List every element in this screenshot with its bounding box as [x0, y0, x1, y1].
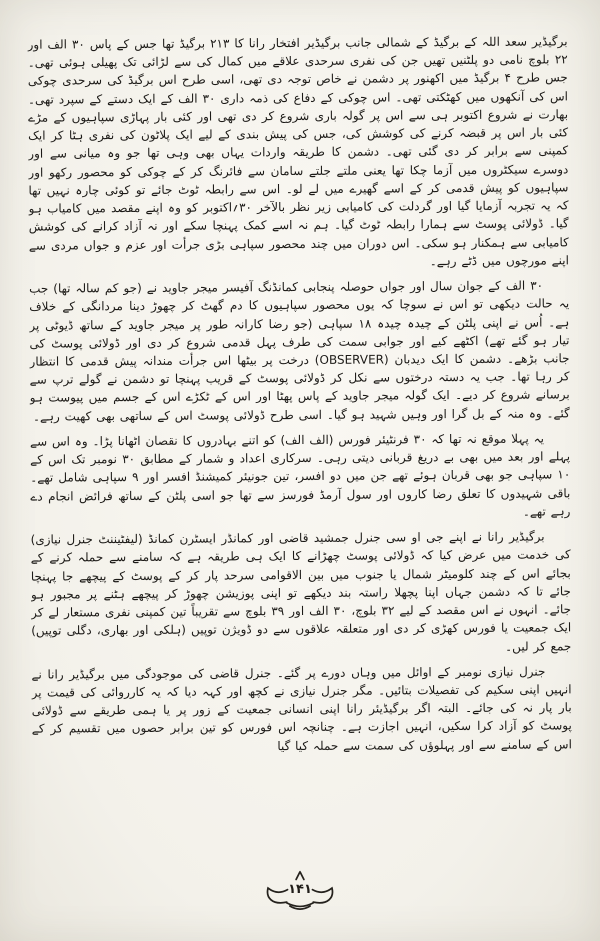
body-text	[28, 32, 573, 841]
paragraph: یہ پہلا موقع نہ تھا کہ ۳۰ فرنٹیئر فورس (الف الف) کو اتنے بہادروں کا نقصان اٹھانا پڑا۔ وہ اس سے پہلے اور بعد میں بھی بے دریغ قربانی دیتی رہی۔ سرکاری اعداد و شمار کے مطابق ۳۰ نومبر تک اس کے ۱۰ سپاہی جو بھی قربان ہوئے تھے جن میں دو افسر، تین جونیئر کمیشنڈ افسر اور ۹ سپاہی شامل تھے۔ باقی شہیدوں کا تعلق رضا کاروں اور سول آرمڈ فورسز سے تھا جو اسی پلٹن کے ساتھ فرائض انجام دے رہے تھے۔	[29, 431, 571, 519]
paragraph: ۳۰ الف کے جوان سال اور جواں حوصلہ پنجابی کمانڈنگ آفیسر میجر جاوید نے (جو کم سالہ تھا) جب یہ حالت دیکھی تو اس نے سوچا کہ یوں محصور سپاہیوں کا دم گھٹ کر چھوڑ دینا مردانگی کے خلاف ہے۔ اُس نے اپنی پلٹن کے چیدہ چیدہ ۱۸ سپاہی (جو رضا کارانہ طور پر میجر جاوید کے ساتھ ڈیوٹی پر تیار ہو گئے تھے) اکٹھے کیے اور جوابی سمت کی طرف پہل قدمی شروع کر دی اور ڈولائی پوسٹ کی جانب بڑھے۔ دشمن کا ایک دیدبان (OBSERVER) درخت پر بیٹھا اس جرأت مندانہ پیش قدمی کا انتظار کر رہا تھا۔ جب یہ دستہ درختوں سے نکل کر ڈولائی پوسٹ کے قریب پہنچا تو دشمن نے گولے ترپ سے برسانے شروع کر دیے۔ ایک گولہ میجر جاوید کے پاس پھٹا اور اس کے ٹکڑے اس کے جسم میں پیوست ہو گئے۔ وہ منہ کے بل گرا اور وہیں شہید ہو گیا۔ اسی طرح ڈولائی پوسٹ اس کے ساتھی بھی کھیت رہے۔	[29, 278, 570, 424]
page-number: ۱۴۱	[288, 882, 312, 897]
paragraph: برگیڈیر سعد اللہ کے برگیڈ کے شمالی جانب برگیڈیر افتخار رانا کا ۲۱۳ برگیڈ تھا جس کے پاس ۳۰ الف اور ۲۲ بلوچ نامی دو پلٹنیں تھیں جن کی نفری سرحدی علاقے میں کمال کی سے لڑائی تک پھیلی ہوئی تھی۔ جس طرح ۴ برگیڈ میں اکھنور پر دشمن نے خاص توجہ دی تھی، اسی طرح اس برگیڈ کی سرحدی چوکی اس کی آنکھوں میں کھٹکتی تھی۔ اس چوکی کے دفاع کی ذمہ داری ۳۰ الف کے ایک دستے کے سپرد تھی۔ بھارت نے شروع اکتوبر ہی سے اس پر گولہ باری شروع کر دی تھی اور کئی بار پہاڑی سپاہیوں کے مڑے کئی بار اس پر قبضہ کرنے کی کوشش کی، جس کی پیش بندی کے لیے ایک پلاٹون کی نفری ہٹا کر ایک کمپنی سے برابر کر دی گئی تھی۔ دشمن کا طریقہ واردات یہاں بھی وہی تھا جو وہ میانی سے اور دوسرے سیکٹروں میں آزما چکا تھا یعنی ملتے جلتے سامان سے فائرنگ کر کے چوکی کو محصور رکھو اور سپاہیوں کو پیش قدمی کر کے اسے گھیرے میں لے لو۔ اس سے رابطہ ٹوٹ جائے تو کوئی چارہ نہیں تھا کہ یہ تجربہ آزمایا گیا اور گردلت کی کامیابی زیر نظر بالآخر ۳۰؍اکتوبر کو وہ اپنے مقصد میں کامیاب ہو گیا۔ ڈولائی پوسٹ سے ہمارا رابطہ ٹوٹ گیا۔ ہم نہ اسے کمک پہنچا سکے اور نہ آزاد کرانے کی کوشش کامیابی سے ہمکنار ہو سکی۔ اس دوران میں چند محصور سپاہی بڑی جرأت اور عزم و جواں مردی سے اپنے مورچوں میں ڈٹے رہے۔	[27, 34, 569, 269]
paragraph: جنرل نیازی نومبر کے اوائل میں وہاں دورے پر گئے۔ جنرل قاضی کی موجودگی میں برگیڈیر رانا نے انہیں اپنی سکیم کی تفصیلات بتائیں۔ مگر جنرل نیازی نے کچھ اور کہہ دیا کہ یہ کارروائی کی قیمت پر بار پار نہ کی جائے۔ البتہ اگر برگیڈیئر رانا اپنی انسانی جمعیت کے زور پر یا ہمی طریقے سے ڈولائی پوسٹ کو آزاد کرا سکیں، انہیں اجازت ہے۔ چنانچہ اس فورس کو تین برابر حصوں میں تقسیم کر کے اس کے سامنے سے اور پہلوؤں کی سمت سے حملہ کیا گیا	[31, 664, 572, 753]
paragraph: برگیڈیر رانا نے اپنے جی او سی جنرل جمشید قاضی اور کمانڈر ایسٹرن کمانڈ (لیفٹیننٹ جنرل نیازی) کی خدمت میں عرض کیا کہ ڈولائی پوسٹ چھڑانے کا ایک ہی طریقہ ہے کہ سامنے سے حملہ کرنے کے بجائے اس کے چند کلومیٹر شمال یا جنوب میں بین الاقوامی سرحد پار کر کے پوسٹ کے پیچھے جا پہنچا جائے تا کہ دشمن جہاں اپنا پچھلا راستہ بند دیکھے تو اپنی پوزیشن چھوڑ کر پیچھے ہٹنے پر مجبور ہو جائے۔ انہوں نے اس مقصد کے لیے ۳۲ بلوچ، ۳۰ الف اور ۳۹ بلوچ سے تقریباً تین کمپنی نفری مستعار لے کر ایک جمعیت یا فورس کھڑی کر دی اور متعلقہ علاقوں سے دو ڈویژن توپیں (ہلکی اور بھاری، دگلی توپیں) جمع کر لیں۔	[30, 529, 572, 654]
page-number-ornament	[261, 869, 339, 915]
